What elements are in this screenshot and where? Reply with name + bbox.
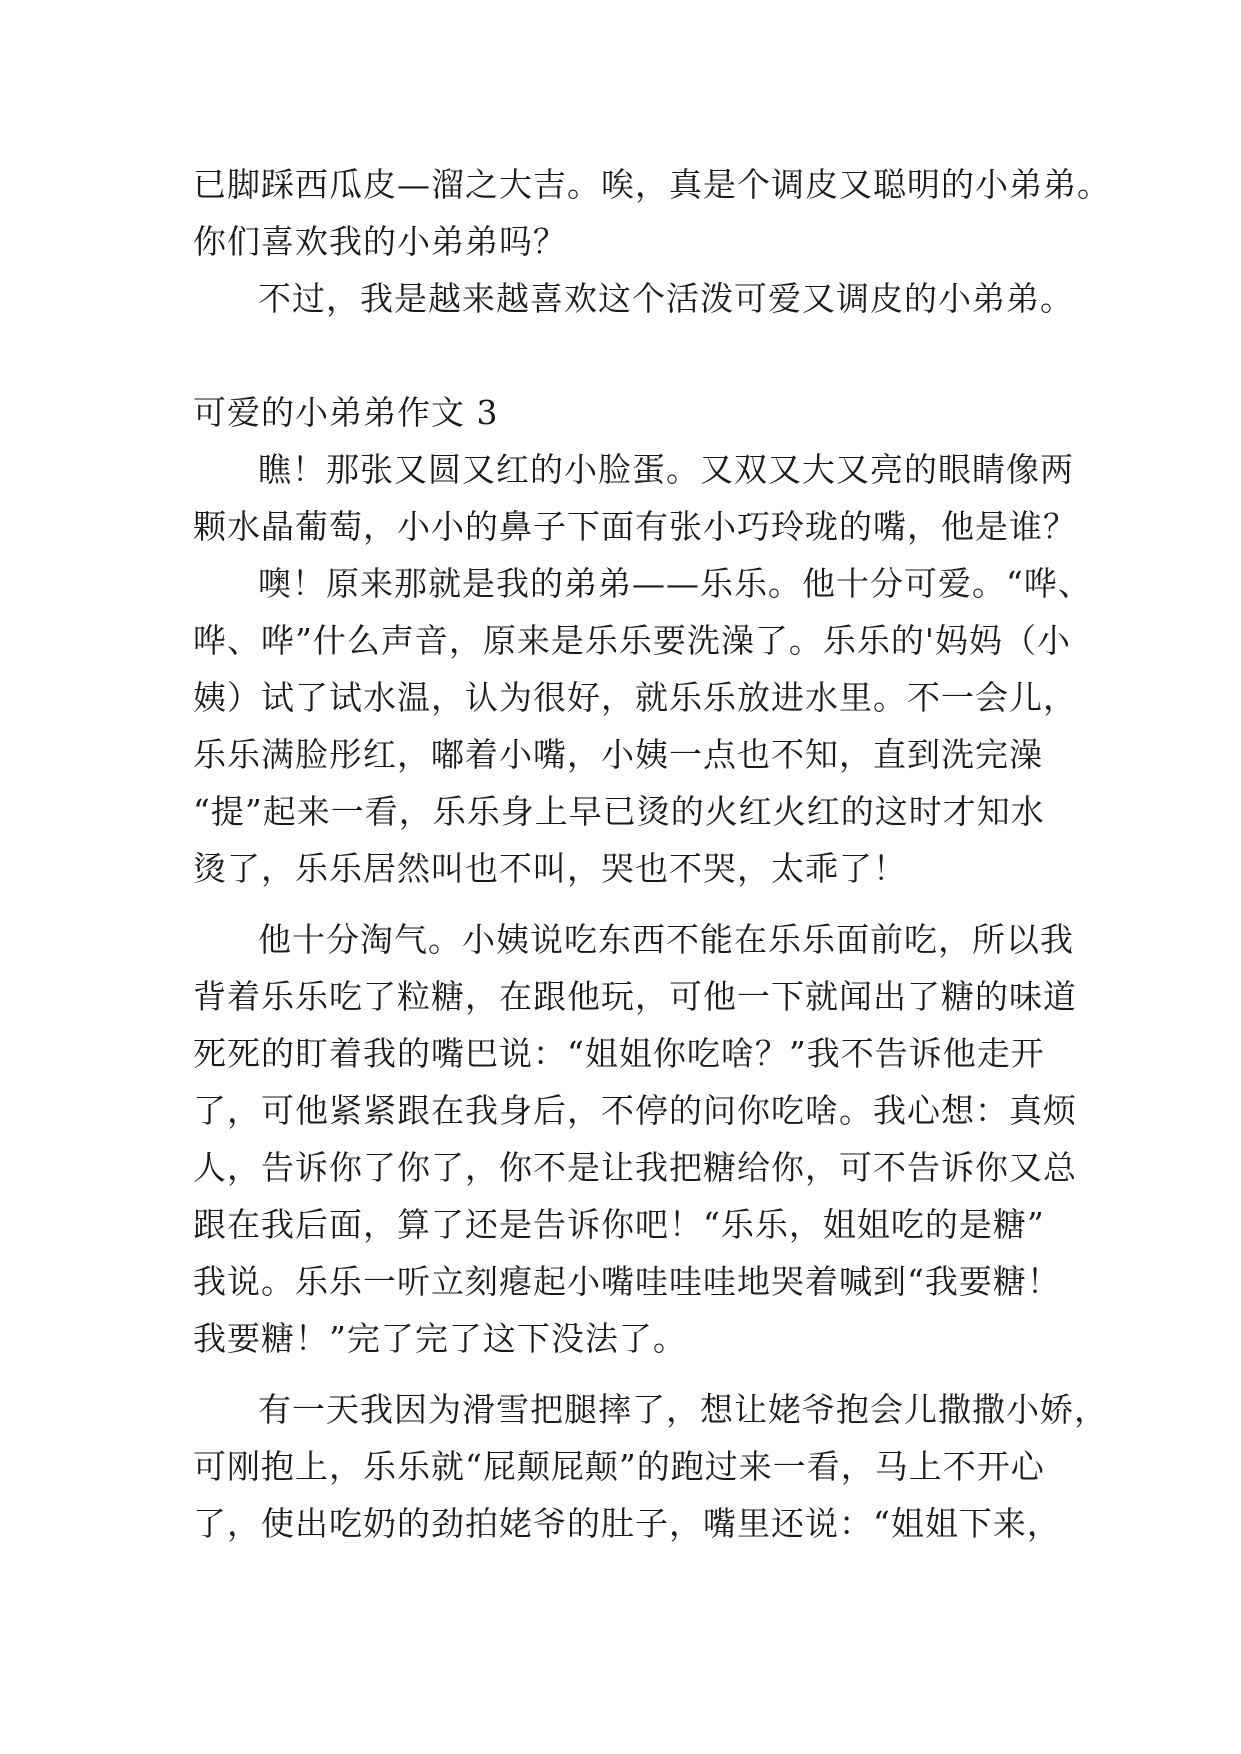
text-line: 哗、哗”什么声音，原来是乐乐要洗澡了。乐乐的'妈妈（小: [193, 621, 1071, 660]
text-line: 了，使出吃奶的劲拍姥爷的肚子，嘴里还说：“姐姐下来，: [193, 1504, 1061, 1543]
text-line: 跟在我后面，算了还是告诉你吧！“乐乐，姐姐吃的是糖”: [193, 1205, 1045, 1244]
text-line: 了，可他紧紧跟在我身后，不停的问你吃啥。我心想：真烦: [193, 1091, 1077, 1130]
text-line: 你们喜欢我的小弟弟吗？: [193, 222, 567, 261]
section-heading: 可爱的小弟弟作文 3: [193, 393, 499, 432]
text-line: 已脚踩西瓜皮—溜之大吉。唉，真是个调皮又聪明的小弟弟。: [193, 165, 1111, 204]
text-line: “提”起来一看，乐乐身上早已烫的火红火红的这时才知水: [193, 792, 1045, 831]
text-line: 有一天我因为滑雪把腿摔了，想让姥爷抱会儿撒撒小娇，: [258, 1390, 1108, 1429]
text-line: 他十分淘气。小姨说吃东西不能在乐乐面前吃，所以我: [258, 920, 1074, 959]
text-line: 背着乐乐吃了粒糖，在跟他玩，可他一下就闻出了糖的味道: [193, 977, 1077, 1016]
text-line: 烫了，乐乐居然叫也不叫，哭也不哭，太乖了！: [193, 849, 907, 888]
text-line: 噢！原来那就是我的弟弟——乐乐。他十分可爱。“哗、: [258, 564, 1092, 603]
text-line: 我说。乐乐一听立刻瘪起小嘴哇哇哇地哭着喊到“我要糖！: [193, 1262, 1061, 1301]
text-line: 瞧！那张又圆又红的小脸蛋。又双又大又亮的眼睛像两: [258, 450, 1074, 489]
text-line: 我要糖！”完了完了这下没法了。: [193, 1319, 687, 1358]
text-line: 可刚抱上，乐乐就“屁颠屁颠”的跑过来一看，马上不开心: [193, 1447, 1045, 1486]
text-line: 姨）试了试水温，认为很好，就乐乐放进水里。不一会儿，: [193, 678, 1077, 717]
text-line: 颗水晶葡萄，小小的鼻子下面有张小巧玲珑的嘴，他是谁？: [193, 507, 1077, 546]
text-line: 死死的盯着我的嘴巴说：“姐姐你吃啥？”我不告诉他走开: [193, 1034, 1045, 1073]
text-line: 不过，我是越来越喜欢这个活泼可爱又调皮的小弟弟。: [258, 279, 1074, 318]
text-line: 乐乐满脸彤红，嘟着小嘴，小姨一点也不知，直到洗完澡: [193, 735, 1043, 774]
text-line: 人，告诉你了你了，你不是让我把糖给你，可不告诉你又总: [193, 1148, 1077, 1187]
